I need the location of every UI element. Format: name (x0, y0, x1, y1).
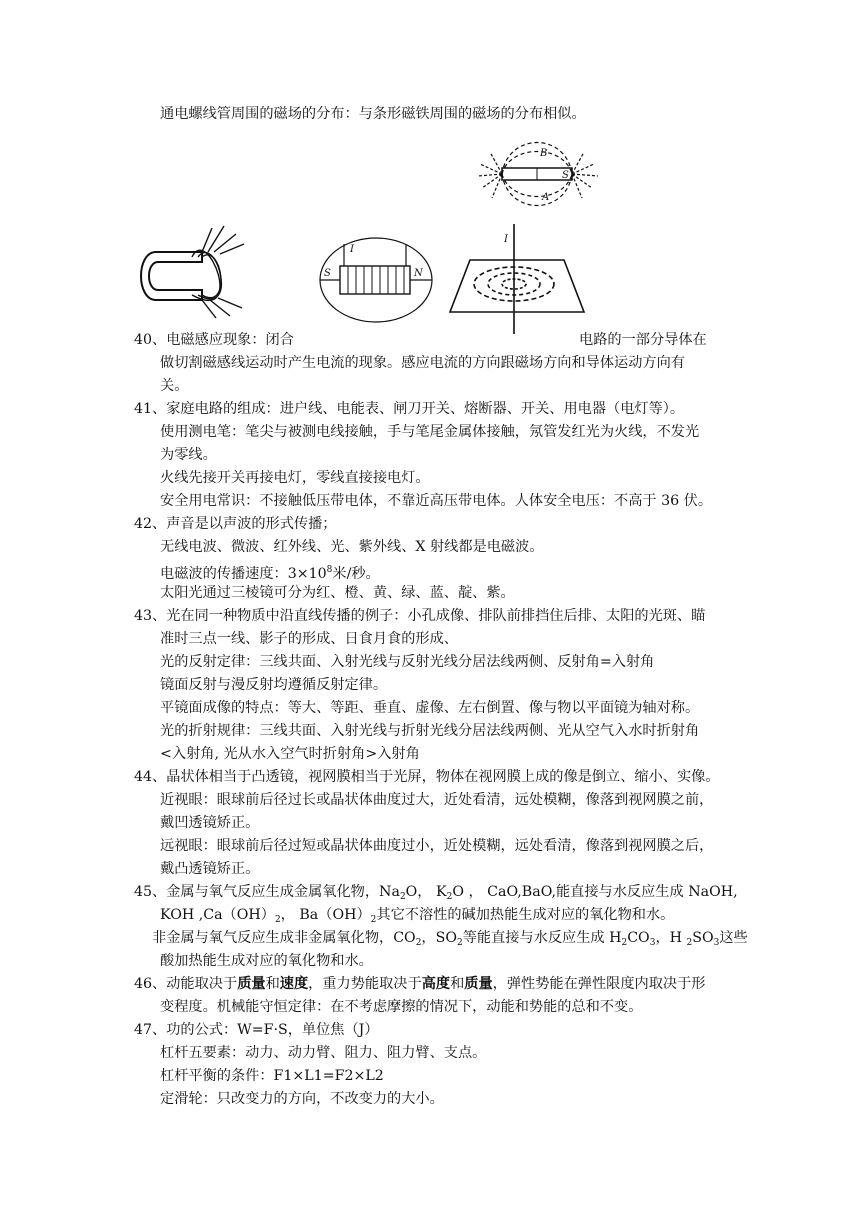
text-line: 关。 (160, 378, 189, 394)
text-line: 准时三点一线、影子的形成、日食月食的形成、 (160, 631, 458, 647)
text-line: <入射角, 光从水入空气时折射角>入射角 (160, 746, 420, 762)
text-line: 戴凹透镜矫正。 (160, 815, 260, 831)
figure-label: B (540, 148, 548, 159)
text-line: 安全用电常识：不接触低压带电体，不靠近高压带电体。人体安全电压：不高于 36 伏。 (160, 493, 713, 509)
text-line: 40、电磁感应现象：闭合 (134, 332, 294, 348)
figure-label: I (350, 244, 354, 255)
text-line: 光的反射定律：三线共面、入射光线与反射光线分居法线两侧、反射角=入射角 (160, 654, 655, 670)
figure-label: I (504, 234, 508, 245)
text-line: 光的折射规律：三线共面、入射光线与折射光线分居法线两侧、光从空气入水时折射角 (160, 723, 700, 739)
text-line: 近视眼：眼球前后径过长或晶状体曲度过大，近处看清，远处模糊，像落到视网膜之前， (160, 792, 714, 808)
text-line: 非金属与氧气反应生成非金属氧化物，$CO_2$，$SO_2$等能直接与水反应生成 $H_2CO_3$，H $_2SO_3$这些 (152, 930, 748, 948)
text-line: 46、动能取决于质量和速度，重力势能取决于高度和质量，弹性势能在弹性限度内取决于形 (134, 976, 706, 992)
text-line: 为零线。 (160, 447, 217, 463)
text-line: KOH $,Ca(OH)_2$， $Ba(OH)_2$其它不溶性的碱加热能生成对应的氧化物和水。 (160, 907, 675, 925)
figure-label: S (562, 170, 569, 181)
text-line: 酸加热能生成对应的氧化物和水。 (160, 953, 373, 969)
text-line: 平镜面成像的特点：等大、等距、垂直、虚像、左右倒置、像与物以平面镜为轴对称。 (160, 700, 700, 716)
text-line: 电磁波的传播速度：$3\times 10^8$米/秒。 (160, 565, 380, 582)
text-line: 做切割磁感线运动时产生电流的现象。感应电流的方向跟磁场方向和导体运动方向有 (160, 355, 685, 371)
text-line: 无线电波、微波、红外线、光、紫外线、X 射线都是电磁波。 (160, 539, 544, 555)
text-line: 定滑轮：只改变力的方向，不改变力的大小。 (160, 1091, 444, 1107)
horseshoe-magnet-figure (132, 222, 250, 322)
text-line: 41、家庭电路的组成：进户线、电能表、闸刀开关、熔断器、开关、用电器（电灯等）。 (134, 401, 685, 417)
text-line: 使用测电笔：笔尖与被测电线接触，手与笔尾金属体接触，氖管发红光为火线，不发光 (160, 424, 700, 440)
text-line: 变程度。机械能守恒定律：在不考虑摩擦的情况下，动能和势能的总和不变。 (160, 999, 643, 1015)
bar-magnet-field-figure (470, 134, 610, 216)
figure-label: S (324, 268, 331, 279)
figure-label: N (414, 268, 423, 279)
text-line: 通电螺线管周围的磁场的分布：与条形磁铁周围的磁场的分布相似。 (160, 106, 586, 122)
text-line: 杠杆平衡的条件：F1×L1=F2×L2 (160, 1068, 384, 1084)
text-line: 43、光在同一种物质中沿直线传播的例子：小孔成像、排队前排挡住后排、太阳的光斑、瞄 (134, 608, 706, 624)
text-line: 镜面反射与漫反射均遵循反射定律。 (160, 677, 388, 693)
text-line: 45、金属与氧气反应生成金属氧化物，$Na_2O$， $K_2O$ ， CaO,BaO,能直接与水反应生成 NaOH, (134, 884, 738, 902)
figure-label: A (542, 192, 550, 203)
text-line: 47、功的公式：W=F·S，单位焦（J） (134, 1022, 379, 1038)
solenoid-figure (314, 230, 438, 330)
text-line: 火线先接开关再接电灯，零线直接接电灯。 (160, 470, 430, 486)
text-line: 戴凸透镜矫正。 (160, 861, 260, 877)
text-line: 远视眼：眼球前后径过短或晶状体曲度过小，近处模糊，远处看清，像落到视网膜之后， (160, 838, 714, 854)
text-line: 电路的一部分导体在 (579, 332, 707, 348)
text-line: 42、声音是以声波的形式传播； (134, 516, 337, 532)
text-line: 杠杆五要素：动力、动力臂、阻力、阻力臂、支点。 (160, 1045, 487, 1061)
text-line: 44、晶状体相当于凸透镜，视网膜相当于光屏，物体在视网膜上成的像是倒立、缩小、实像。 (134, 769, 720, 785)
straight-wire-field-figure (446, 220, 588, 336)
text-line: 太阳光通过三棱镜可分为红、橙、黄、绿、蓝、靛、紫。 (160, 585, 515, 601)
